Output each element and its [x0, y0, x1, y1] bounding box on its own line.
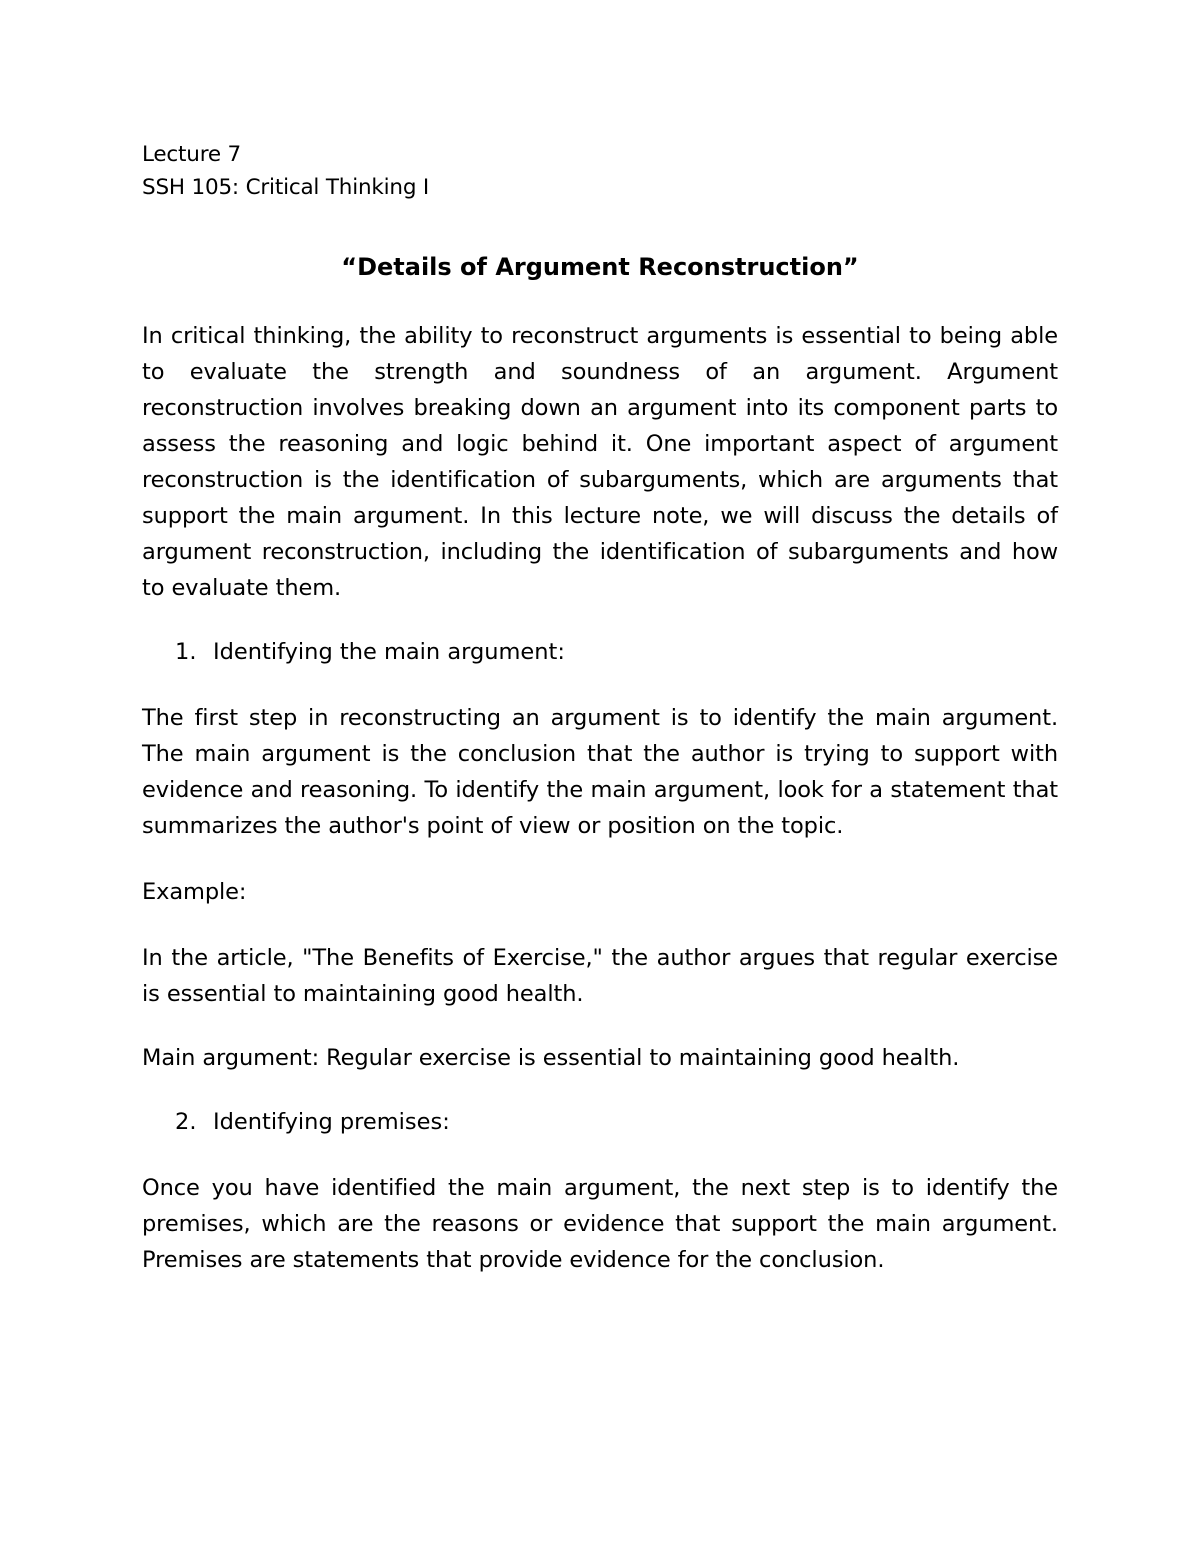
example-paragraph: In the article, "The Benefits of Exercise," the author argues that regular exercise is essential to maintaining good health. [142, 945, 1058, 1007]
list-number: 2. [175, 1109, 197, 1135]
premises-paragraph: Once you have identified the main argument, the next step is to identify the premises, which are the reasons or evidence that support the main argument. Premises are statements that provide evidence for the conclusion. [142, 1175, 1058, 1273]
list-heading: Identifying the main argument: [213, 639, 565, 665]
course-title: SSH 105: Critical Thinking I [142, 175, 430, 200]
lecture-number: Lecture 7 [142, 142, 242, 167]
main-argument-paragraph: The first step in reconstructing an argument is to identify the main argument. The main argument is the conclusion that the author is trying to support with evidence and reasoning. To identify the main argument, look for a statement that summarizes the author's point of view or position on the topic. [142, 705, 1058, 839]
section-heading-premises [142, 1104, 1058, 1140]
intro-paragraph: In critical thinking, the ability to reconstruct arguments is essential to being able to evaluate the strength and soundness of an argument. Argument reconstruction involves breaking down an argument into its component parts to assess the reasoning and logic behind it. One important aspect of argument reconstruction is the identification of subarguments, which are arguments that support the main argument. In this lecture note, we will discuss the details of argument reconstruction, including the identification of subarguments and how to evaluate them. [142, 323, 1058, 601]
section-heading-main-argument [142, 634, 1058, 670]
document-page [142, 138, 1058, 1278]
list-heading: Identifying premises: [213, 1109, 450, 1135]
main-argument-statement: Main argument: Regular exercise is essential to maintaining good health. [142, 1045, 960, 1071]
example-label: Example: [142, 879, 247, 905]
list-number: 1. [175, 639, 197, 665]
document-title: “Details of Argument Reconstruction” [341, 253, 859, 281]
